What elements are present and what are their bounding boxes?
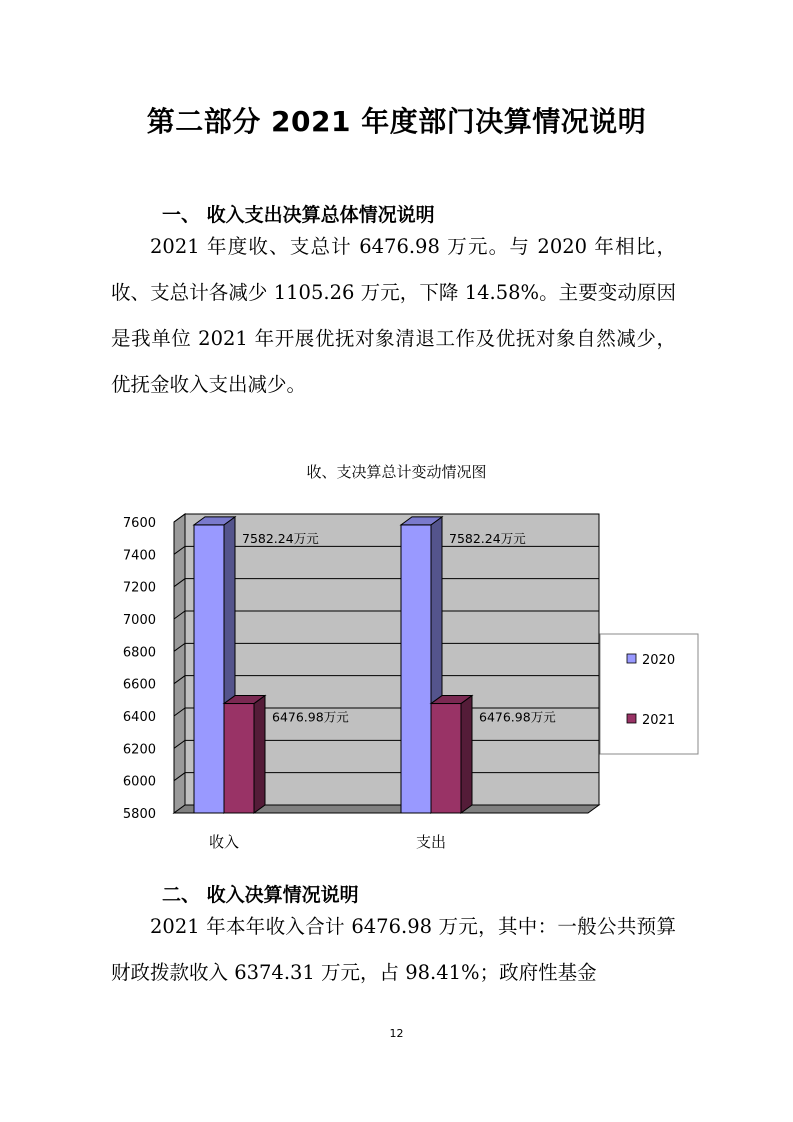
bar-front xyxy=(224,704,254,813)
y-tick-label: 6800 xyxy=(122,645,156,661)
y-tick-label: 6200 xyxy=(122,742,156,758)
data-label: 7582.24万元 xyxy=(449,530,526,546)
legend-swatch xyxy=(627,714,636,723)
plot-side-wall xyxy=(174,514,185,813)
x-category-label: 收入 xyxy=(208,833,240,851)
bar-front xyxy=(401,525,431,813)
section-heading-1: 一、 收入支出决算总体情况说明 xyxy=(162,204,435,226)
bar-front xyxy=(431,704,461,813)
y-tick-label: 6400 xyxy=(122,710,156,725)
paragraph-text: 2021 年本年收入合计 6476.98 万元，其中：一般公共预算财政拨款收入 6374.31 万元，占 98.41%；政府性基金 xyxy=(111,915,676,984)
paragraph-text: 2021 年度收、支总计 6476.98 万元。与 2020 年相比，收、支总计各减少 1105.26 万元，下降 14.58%。主要变动原因是我单位 2021 年开展优抚对象清退工作及优抚对象自然减少，优抚金收入支出减少。 xyxy=(111,235,676,396)
legend-entry: 2021 xyxy=(642,713,676,728)
data-label: 6476.98万元 xyxy=(479,709,556,725)
y-tick-label: 5800 xyxy=(122,807,156,822)
x-category-label: 支出 xyxy=(415,833,447,851)
section-heading-2: 二、 收入决算情况说明 xyxy=(162,884,359,906)
data-label: 6476.98万元 xyxy=(272,709,349,725)
section-paragraph-2 xyxy=(111,904,676,996)
chart-title: 收、支决算总计变动情况图 xyxy=(306,463,487,481)
page-title: 第二部分 2021 年度部门决算情况说明 xyxy=(146,105,647,138)
bar-chart xyxy=(0,500,793,880)
page-number: 12 xyxy=(389,1027,404,1040)
legend-swatch xyxy=(627,654,636,663)
y-tick-label: 6600 xyxy=(122,677,156,693)
section-paragraph-1 xyxy=(111,224,676,408)
y-tick-label: 7200 xyxy=(122,580,156,596)
y-tick-label: 7000 xyxy=(122,613,156,628)
bar-side xyxy=(461,696,472,813)
legend-box xyxy=(600,634,698,754)
y-tick-label: 7600 xyxy=(122,516,156,531)
data-label: 7582.24万元 xyxy=(242,530,319,546)
y-tick-label: 6000 xyxy=(122,774,156,790)
y-tick-label: 7400 xyxy=(122,548,156,564)
legend-entry: 2020 xyxy=(642,653,676,668)
bar-front xyxy=(194,525,224,813)
bar-side xyxy=(254,696,265,813)
